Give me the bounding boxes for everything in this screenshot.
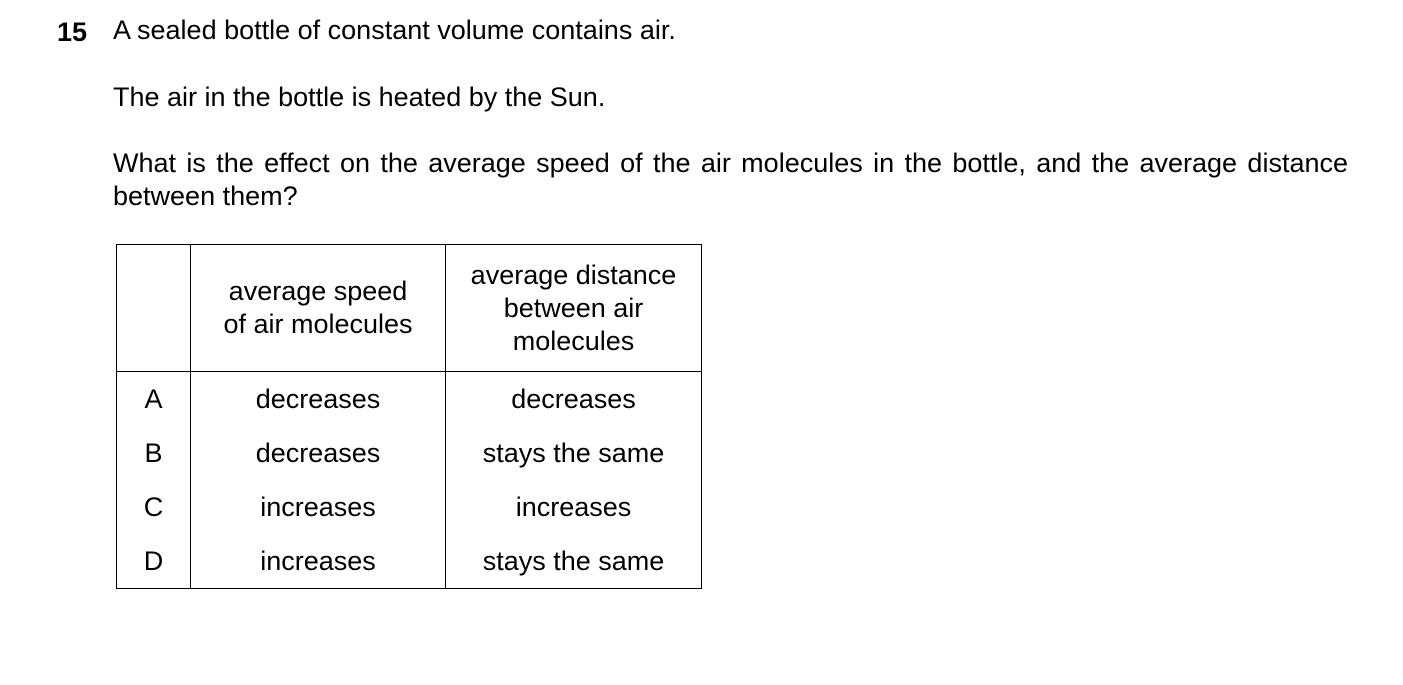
option-distance-value: stays the same: [446, 534, 702, 589]
option-row-b[interactable]: [117, 426, 702, 480]
header-blank-cell: [117, 245, 191, 372]
option-speed-value: decreases: [191, 372, 446, 427]
header-average-speed: [191, 245, 446, 372]
question-stem-sentence-2: The air in the bottle is heated by the Sun.: [113, 82, 606, 112]
answer-options-table: [116, 244, 702, 589]
option-distance-value: increases: [446, 480, 702, 534]
header-distance-line-2: between air: [503, 292, 644, 323]
option-distance-value: stays the same: [446, 426, 702, 480]
option-letter: A: [117, 372, 191, 427]
option-speed-value: decreases: [191, 426, 446, 480]
question-stem-sentence-1: A sealed bottle of constant volume contains air.: [113, 15, 676, 45]
option-letter: C: [117, 480, 191, 534]
question-number: 15: [57, 17, 88, 47]
header-distance-line-1: average distance: [470, 259, 677, 290]
option-letter: B: [117, 426, 191, 480]
option-distance-value: decreases: [446, 372, 702, 427]
header-speed-line-2: of air molecules: [223, 309, 413, 339]
question-prompt: What is the effect on the average speed of the air molecules in the bottle, and the average distance between them?: [113, 148, 1348, 211]
table-header-row: [117, 245, 702, 372]
option-letter: D: [117, 534, 191, 589]
header-average-distance: [446, 245, 702, 372]
option-row-a[interactable]: [117, 372, 702, 427]
option-speed-value: increases: [191, 534, 446, 589]
option-speed-value: increases: [191, 480, 446, 534]
header-speed-line-1: average speed: [228, 276, 408, 306]
option-row-c[interactable]: [117, 480, 702, 534]
header-distance-line-3: molecules: [512, 325, 635, 356]
option-row-d[interactable]: [117, 534, 702, 589]
